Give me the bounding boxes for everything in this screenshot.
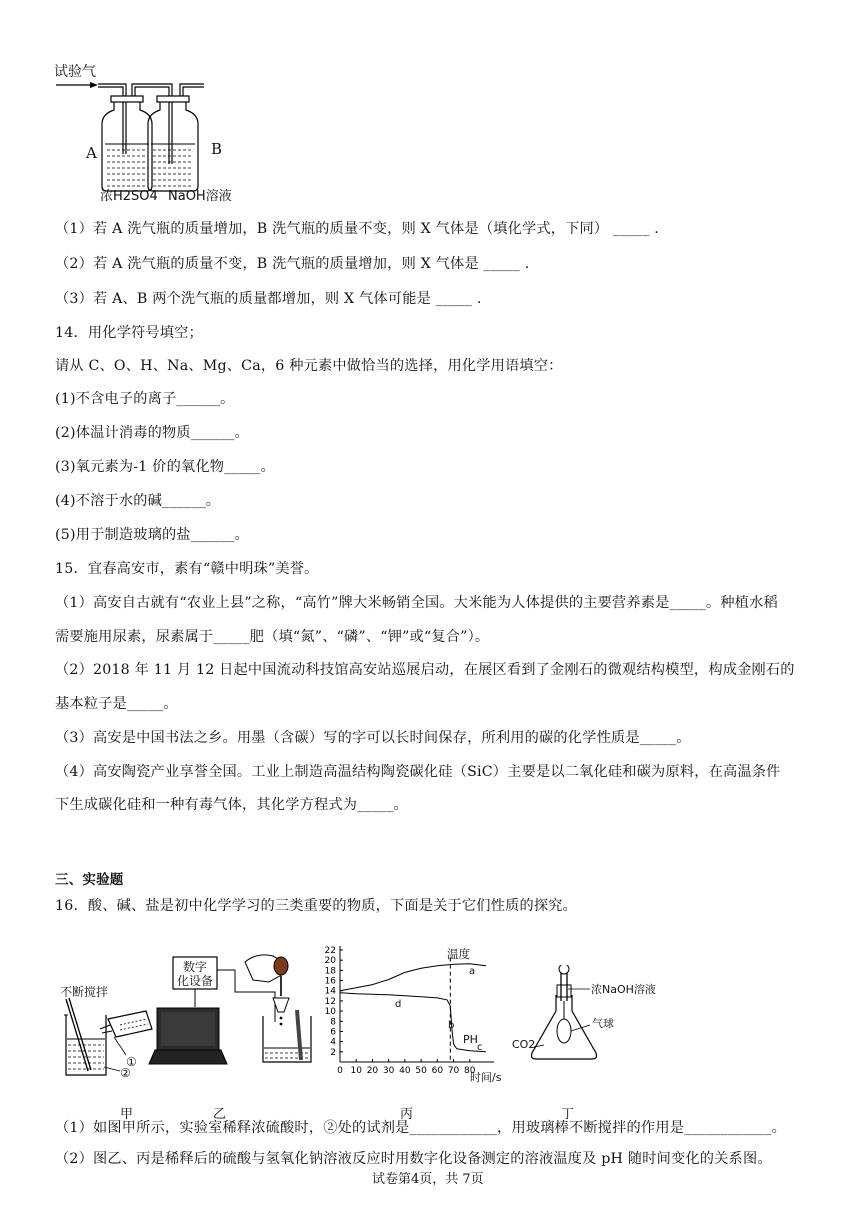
digital-device-drawing <box>145 952 325 1067</box>
q16-item-2: （2）图乙、丙是稀释后的硫酸与氢氧化钠溶液反应时用数字化设备测定的溶液温度及 pH 随时间变化的关系图。 <box>55 1151 772 1167</box>
gas-washing-figure <box>54 58 254 208</box>
mark-2: ② <box>120 1066 131 1080</box>
point-a-label: a <box>469 966 476 977</box>
q15-title: 15．宜春高安市，素有“赣中明珠”美誉。 <box>55 561 319 577</box>
y-tick-label: 8 <box>330 1017 336 1028</box>
caption-ding: 丁 <box>561 1107 575 1122</box>
y-tick-label: 4 <box>330 1037 336 1048</box>
caption-jia: 甲 <box>120 1107 134 1122</box>
x-tick-label: 10 <box>350 1066 362 1076</box>
y-tick-label: 2 <box>330 1047 336 1058</box>
q13-item-1: （1）若 A 洗气瓶的质量增加，B 洗气瓶的质量不变，则 X 气体是（填化学式，下同） _____ . <box>55 221 659 237</box>
y-tick-label: 16 <box>324 976 336 987</box>
x-tick-label: 0 <box>337 1066 343 1076</box>
y-tick-label: 20 <box>324 956 336 967</box>
x-tick-label: 30 <box>382 1066 395 1076</box>
figure-yi <box>145 952 325 1067</box>
y-tick-label: 22 <box>324 946 336 956</box>
device-label-2: 化设备 <box>177 974 214 988</box>
figure-ding <box>510 965 710 1065</box>
q15-item-1-line-2: 需要施用尿素，尿素属于_____肥（填“氮”、“磷”、“钾”或“复合”）。 <box>55 629 490 645</box>
gas-label: 试验气 <box>54 64 96 80</box>
co2-label: CO2 <box>512 1038 536 1051</box>
temperature-ph-chart <box>318 940 508 1085</box>
x-tick-label: 80 <box>464 1066 476 1076</box>
device-label-1: 数字 <box>183 960 208 974</box>
q16-item-1: （1）如图甲所示，实验室稀释浓硫酸时，②处的试剂是____________，用玻璃棒不断搅拌的作用是____________。 <box>55 1120 787 1136</box>
mark-1: ① <box>126 1055 137 1069</box>
q14-item-4: (4)不溶于水的碱______。 <box>55 493 221 509</box>
q14-item-3: (3)氧元素为-1 价的氧化物_____。 <box>55 459 275 475</box>
q15-item-4-line-1: （4）高安陶瓷产业享誉全国。工业上制造高温结构陶瓷碳化硅（SiC）主要是以二氧化硅和碳为原料，在高温条件 <box>55 764 781 780</box>
q14-title: 14．用化学符号填空； <box>55 325 203 341</box>
point-c-label: c <box>477 1042 483 1053</box>
bottle-a-label: A <box>86 144 97 162</box>
section-title: 三、实验题 <box>55 872 124 888</box>
reagent-a-label: 浓H2SO4 <box>100 189 158 204</box>
x-tick-label: 20 <box>366 1066 379 1076</box>
q15-item-1-line-1: （1）高安自古就有“农业上县”之称，“高竹”牌大米畅销全国。大米能为人体提供的主要营养素是_____。种植水稻 <box>55 595 778 611</box>
balloon-label: 气球 <box>592 1017 614 1030</box>
y-tick-label: 10 <box>324 1007 336 1018</box>
temperature-curve <box>340 964 486 991</box>
temp-series-label: 温度 <box>447 947 470 961</box>
reagent-b-label: NaOH溶液 <box>168 189 232 204</box>
y-tick-label: 18 <box>324 966 336 977</box>
q13-item-2: （2）若 A 洗气瓶的质量不变，B 洗气瓶的质量增加，则 X 气体是 _____ . <box>55 256 530 272</box>
q15-item-2-line-2: 基本粒子是_____。 <box>55 696 178 712</box>
x-tick-label: 50 <box>415 1066 427 1076</box>
q13-item-3: （3）若 A、B 两个洗气瓶的质量都增加，则 X 气体可能是 _____ . <box>55 291 482 307</box>
q14-intro: 请从 C、O、H、Na、Mg、Ca，6 种元素中做恰当的选择，用化学用语填空： <box>55 358 563 374</box>
caption-yi: 乙 <box>213 1107 227 1122</box>
y-tick-label: 14 <box>324 986 336 997</box>
bottle-b-label: B <box>211 140 223 158</box>
q16-title: 16．酸、碱、盐是初中化学学习的三类重要的物质，下面是关于它们性质的探究。 <box>55 898 578 914</box>
page-footer: 试卷第4页，共 7页 <box>372 1172 484 1187</box>
x-tick-label: 60 <box>431 1066 444 1076</box>
x-tick-label: 70 <box>447 1066 460 1076</box>
stir-label: 不断搅拌 <box>60 985 109 999</box>
naoh-label: 浓NaOH溶液 <box>591 983 656 996</box>
q14-item-2: (2)体温计消毒的物质______。 <box>55 425 249 441</box>
q15-item-3: （3）高安是中国书法之乡。用墨（含碳）写的字可以长时间保存，所利用的碳的化学性质是_____。 <box>55 730 691 746</box>
ph-series-label: PH <box>463 1033 478 1046</box>
point-b-label: b <box>448 1020 455 1031</box>
q15-item-2-line-1: （2）2018 年 11 月 12 日起中国流动科技馆高安站巡展启动，在展区看到了金刚石的微观结构模型，构成金刚石的 <box>55 662 795 678</box>
caption-bing: 丙 <box>400 1107 414 1122</box>
q14-item-1: (1)不含电子的离子______。 <box>55 391 235 407</box>
y-tick-label: 6 <box>330 1027 336 1038</box>
x-tick-label: 40 <box>399 1066 411 1076</box>
point-d-label: d <box>395 999 402 1010</box>
y-tick-label: 12 <box>324 996 336 1007</box>
q15-item-4-line-2: 下生成碳化硅和一种有毒气体，其化学方程式为_____。 <box>55 797 408 813</box>
chart-x-label: 时间/s <box>470 1071 502 1084</box>
q14-item-5: (5)用于制造玻璃的盐______。 <box>55 527 249 543</box>
